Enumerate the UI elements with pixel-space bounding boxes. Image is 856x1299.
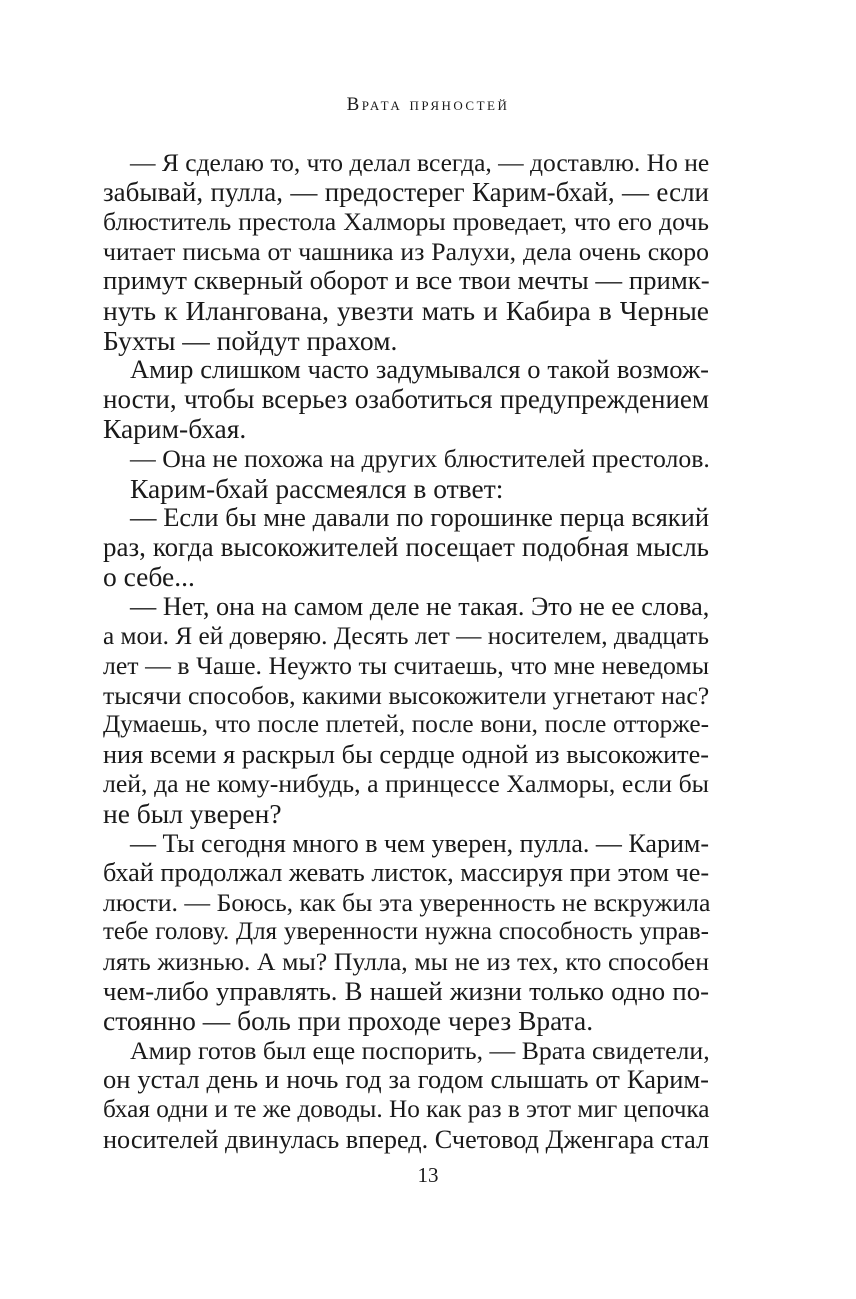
- text-line: — Я сделаю то, что делал всегда, — доставлю. Но не: [130, 148, 710, 177]
- text-line: люсти. — Боюсь, как бы эта уверенность не вскружила: [103, 887, 711, 917]
- text-line: а мои. Я ей доверяю. Десять лет — носителем, двадцать: [103, 621, 709, 650]
- text-line: — Если бы мне давали по горошинке перца всякий: [130, 502, 709, 533]
- text-line: не был уверен?: [103, 798, 282, 830]
- text-line: носителей двинулась вперед. Счетовод Дженгара стал: [103, 1124, 710, 1154]
- text-line: лет — в Чаше. Неужто ты считаешь, что мне неведомы: [103, 651, 709, 681]
- text-line: ности, чтобы всерьез озаботиться предупреждением: [103, 383, 709, 414]
- text-line: читает письма от чашника из Ралухи, дела очень скоро: [103, 236, 709, 266]
- page-number: 13: [417, 1163, 439, 1187]
- text-line: тебе голову. Для уверенности нужна способность управ-: [103, 918, 709, 946]
- text-line: Думаешь, что после плетей, после вони, после отторже-: [103, 710, 709, 739]
- text-line: блюститель престола Халморы проведает, что его дочь: [103, 207, 709, 237]
- text-line: Амир слишком часто задумывался о такой возмож-: [130, 354, 709, 385]
- text-line: стоянно — боль при проходе через Врата.: [103, 1005, 594, 1037]
- body-text: [103, 148, 709, 1154]
- text-line: забывай, пулла, — предостерег Карим-бхай, — если: [103, 176, 709, 207]
- text-line: — Она не похожа на других блюстителей престолов.: [130, 443, 710, 473]
- text-line: Карим-бхая.: [103, 413, 247, 445]
- text-line: бхай продолжал жевать листок, массируя при этом че-: [103, 858, 710, 888]
- text-line: тысячи способов, какими высокожители угнетают нас?: [103, 680, 710, 710]
- text-line: ния всеми я раскрыл бы сердце одной из высокожите-: [103, 739, 709, 769]
- text-line: нуть к Илангована, увезти мать и Кабира в Черные: [103, 294, 709, 326]
- text-line: — Нет, она на самом деле не такая. Это не ее слова,: [130, 591, 710, 621]
- text-line: — Ты сегодня много в чем уверен, пулла. — Карим-: [130, 828, 709, 858]
- text-line: бхая одни и те же доводы. Но как раз в этот миг цепочка: [103, 1095, 710, 1123]
- text-line: он устал день и ночь год за годом слышать от Карим-: [103, 1064, 709, 1095]
- text-line: Бухты — пойдут прахом.: [103, 324, 398, 356]
- text-line: о себе...: [103, 561, 195, 593]
- text-line: примут скверный оборот и все твои мечты — примк-: [103, 265, 710, 296]
- running-head: Врата пряностей: [346, 94, 510, 115]
- text-line: Амир готов был еще поспорить, — Врата свидетели,: [130, 1035, 710, 1065]
- text-line: раз, когда высокожителей посещает подобная мысль: [103, 531, 709, 562]
- text-line: Карим-бхай рассмеялся в ответ:: [130, 472, 504, 504]
- text-line: лять жизнью. А мы? Пулла, мы не из тех, кто способен: [103, 947, 709, 977]
- text-line: чем-либо управлять. В нашей жизни только одно по-: [103, 975, 709, 1006]
- text-line: лей, да не кому-нибудь, а принцессе Халморы, если бы: [103, 769, 709, 799]
